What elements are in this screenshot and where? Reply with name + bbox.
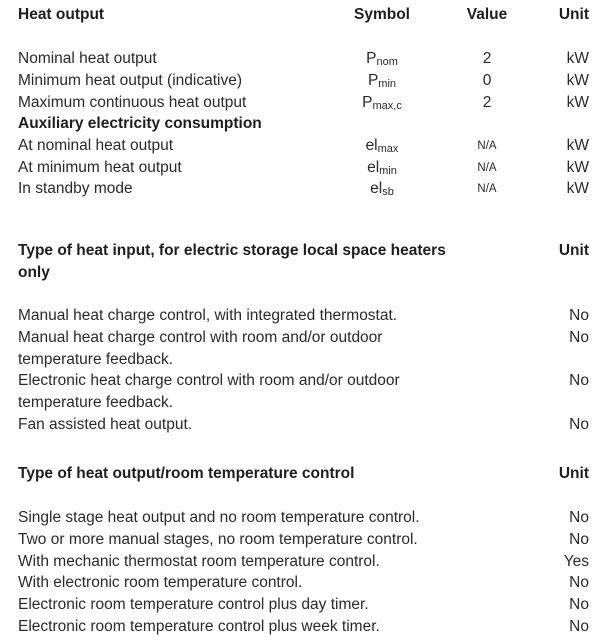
- row-symbol: $el_{max}$: [365, 137, 399, 155]
- row-label: Two or more manual stages, no room temperature control.: [18, 531, 418, 548]
- heat-input-heading-cont: only: [18, 264, 50, 281]
- row-value: 2: [482, 50, 492, 67]
- row-symbol: $el_{sb}$: [370, 180, 394, 198]
- table-row: [0, 414, 605, 436]
- row-label: At minimum heat output: [18, 159, 182, 176]
- unit-column-header: Unit: [558, 6, 589, 23]
- row-value: No: [569, 307, 589, 324]
- row-value: No: [569, 372, 589, 389]
- table-row: [0, 529, 605, 551]
- row-unit: kW: [566, 50, 589, 67]
- row-value: 2: [482, 94, 492, 111]
- row-label-cont: temperature feedback.: [18, 394, 174, 411]
- row-value: 0: [482, 72, 492, 89]
- row-value: No: [569, 509, 589, 526]
- unit-column-header: Unit: [558, 465, 589, 482]
- table-row: [0, 70, 605, 92]
- row-label: Manual heat charge control, with integrated thermostat.: [18, 307, 398, 324]
- table-row: [0, 370, 605, 392]
- aux-electricity-heading: Auxiliary electricity consumption: [18, 115, 262, 132]
- table-row: [0, 135, 605, 157]
- row-value: No: [569, 531, 589, 548]
- row-label: With mechanic thermostat room temperature control.: [18, 553, 380, 570]
- row-label: Single stage heat output and no room temperature control.: [18, 509, 420, 526]
- row-unit: kW: [566, 180, 589, 197]
- row-label: At nominal heat output: [18, 137, 174, 154]
- row-unit: kW: [566, 94, 589, 111]
- room-control-heading: Type of heat output/room temperature control: [18, 465, 355, 482]
- table-row: [0, 572, 605, 594]
- table-row: [0, 551, 605, 573]
- table-row: [0, 178, 605, 200]
- unit-column-header: Unit: [558, 242, 589, 259]
- table-row: [0, 594, 605, 616]
- row-label: With electronic room temperature control.: [18, 574, 303, 591]
- row-label: Manual heat charge control with room and/or outdoor: [18, 329, 383, 346]
- row-label: Fan assisted heat output.: [18, 416, 193, 433]
- heat-output-heading: Heat output: [18, 6, 105, 23]
- row-symbol: $el_{min}$: [367, 159, 397, 177]
- row-label: Electronic room temperature control plus week timer.: [18, 618, 380, 635]
- row-value: No: [569, 416, 589, 433]
- row-value: No: [569, 329, 589, 346]
- aux-heading-row: [0, 113, 605, 135]
- row-symbol: $P_{max,c}$: [362, 94, 402, 112]
- row-value: N/A: [477, 140, 497, 152]
- table-row-continuation: [0, 349, 605, 371]
- table-row: [0, 305, 605, 327]
- table-row-continuation: [0, 392, 605, 414]
- row-value: N/A: [477, 183, 497, 195]
- row-unit: kW: [566, 137, 589, 154]
- row-label-cont: temperature feedback.: [18, 351, 174, 368]
- row-label: Electronic room temperature control plus day timer.: [18, 596, 369, 613]
- row-value: N/A: [477, 162, 497, 174]
- table-row: [0, 48, 605, 70]
- row-unit: kW: [566, 72, 589, 89]
- row-label: Minimum heat output (indicative): [18, 72, 242, 89]
- table-row: [0, 507, 605, 529]
- row-value: No: [569, 618, 589, 635]
- row-unit: kW: [566, 159, 589, 176]
- room-control-heading-row: [0, 463, 605, 485]
- row-symbol: $P_{min}$: [367, 72, 397, 90]
- row-value: No: [569, 574, 589, 591]
- row-value: Yes: [563, 553, 589, 570]
- row-label: In standby mode: [18, 180, 133, 197]
- heat-input-heading-row: [0, 240, 605, 262]
- heat-output-header-row: [0, 4, 605, 26]
- table-row: [0, 92, 605, 114]
- table-row: [0, 157, 605, 179]
- table-row: [0, 327, 605, 349]
- row-label: Maximum continuous heat output: [18, 94, 247, 111]
- row-symbol: $P_{nom}$: [366, 50, 398, 68]
- value-column-header: Value: [466, 6, 508, 23]
- row-label: Nominal heat output: [18, 50, 157, 67]
- row-value: No: [569, 596, 589, 613]
- heat-input-heading: Type of heat input, for electric storage local space heaters: [18, 242, 446, 259]
- table-row: [0, 616, 605, 638]
- heat-input-heading-row: [0, 262, 605, 284]
- symbol-column-header: Symbol: [354, 6, 410, 23]
- row-label: Electronic heat charge control with room and/or outdoor: [18, 372, 400, 389]
